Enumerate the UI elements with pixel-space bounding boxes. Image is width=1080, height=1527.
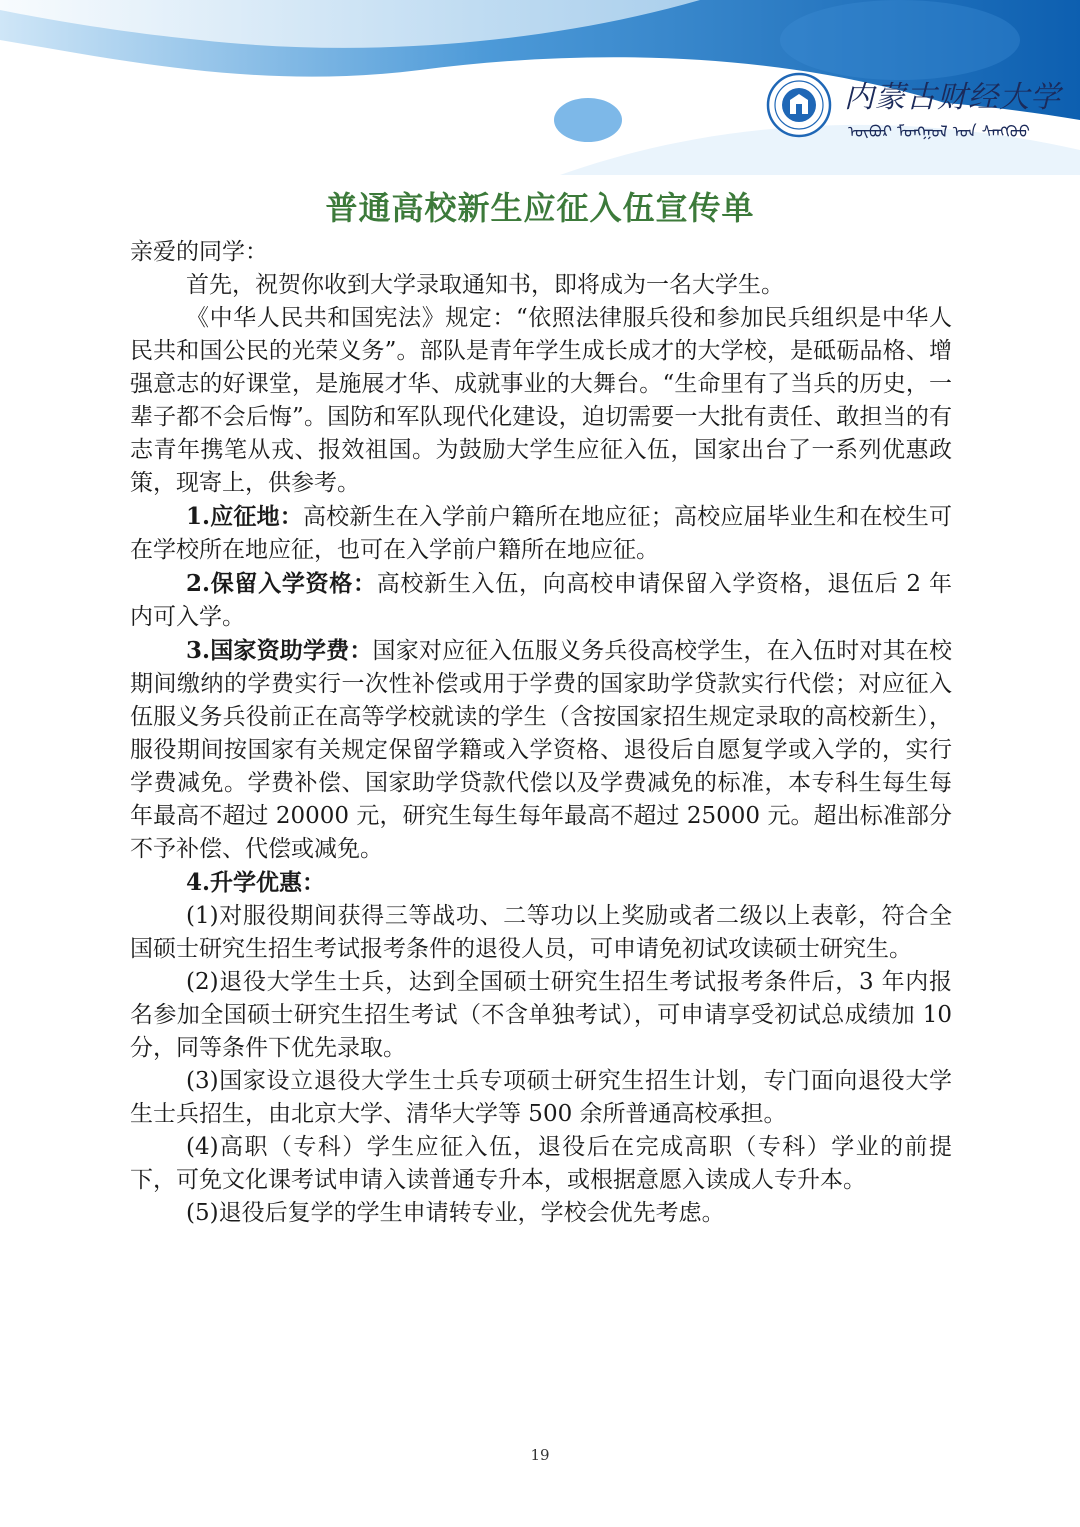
page-title: 普通高校新生应征入伍宣传单 — [325, 189, 755, 227]
sub-item: (3)国家设立退役大学生士兵专项硕士研究生招生计划，专门面向退役大学生士兵招生，由北京大学、清华大学等 500 余所普通高校承担。 — [130, 1068, 952, 1127]
sub-item: (5)退役后复学的学生申请转专业，学校会优先考虑。 — [186, 1200, 725, 1226]
document-body — [130, 236, 952, 1230]
greeting: 亲爱的同学： — [130, 239, 268, 265]
paragraph-constitution: 《中华人民共和国宪法》规定：“依照法律服兵役和参加民兵组织是中华人民共和国公民的光荣义务”。部队是青年学生成长成才的大学校，是砥砺品格、增强意志的好课堂，是施展才华、成就事业的大舞台。“生命里有了当兵的历史，一辈子都不会后悔”。国防和军队现代化建设，迫切需要一大批有责任、敢担当的有志青年携笔从戎、报效祖国。为鼓励大学生应征入伍，国家出台了一系列优惠政策，现寄上，供参考。 — [130, 305, 952, 496]
policy-text: 国家对应征入伍服义务兵役高校学生，在入伍时对其在校期间缴纳的学费实行一次性补偿或用于学费的国家助学贷款实行代偿；对应征入伍服义务兵役前正在高等学校就读的学生（含按国家招生规定录取的高校新生），服役期间按国家有关规定保留学籍或入学资格、退役后自愿复学或入学的，实行学费减免。学费补偿、国家助学贷款代偿以及学费减免的标准，本专科生每生每年最高不超过 20000 元，研究生每生每年最高不超过 25000 元。超出标准部分不予补偿、代偿或减免。 — [130, 638, 953, 862]
policy-item — [130, 500, 952, 567]
university-name-mongolian: ᠦᠪᠦᠷ ᠮᠣᠩᠭᠣᠯ ᠤᠨ ᠰᠠᠩᠬᠦᠦ — [848, 122, 1030, 141]
policy-item — [130, 567, 952, 634]
university-seal-icon — [766, 72, 832, 138]
policy-heading: 3.国家资助学费： — [186, 637, 373, 664]
policy-text: 高校新生入伍，向高校申请保留入学资格，退伍后 2 年内可入学。 — [130, 571, 952, 630]
policy-item — [130, 634, 952, 866]
policy-item — [130, 866, 952, 900]
policy-heading: 2.保留入学资格： — [186, 570, 377, 597]
university-name: 内蒙古财经大学 — [844, 80, 1061, 115]
policy-text: 高校新生在入学前户籍所在地应征；高校应届毕业生和在校生可在学校所在地应征，也可在入学前户籍所在地应征。 — [130, 504, 953, 563]
sub-item: (4)高职（专科）学生应征入伍，退役后在完成高职（专科）学业的前提下，可免文化课考试申请入读普通专升本，或根据意愿入读成人专升本。 — [130, 1134, 952, 1193]
policy-heading: 4.升学优惠： — [186, 869, 326, 896]
sub-item: (2)退役大学生士兵，达到全国硕士研究生招生考试报考条件后，3 年内报名参加全国硕士研究生招生考试（不含单独考试），可申请享受初试总成绩加 10 分，同等条件下优先录取。 — [130, 969, 952, 1061]
paragraph-intro: 首先，祝贺你收到大学录取通知书，即将成为一名大学生。 — [186, 272, 784, 298]
sub-item: (1)对服役期间获得三等战功、二等功以上奖励或者二级以上表彰，符合全国硕士研究生招生考试报考条件的退役人员，可申请免初试攻读硕士研究生。 — [130, 903, 952, 962]
policy-heading: 1.应征地： — [186, 503, 303, 530]
university-logo — [760, 66, 1061, 156]
page-number: 19 — [530, 1446, 550, 1464]
